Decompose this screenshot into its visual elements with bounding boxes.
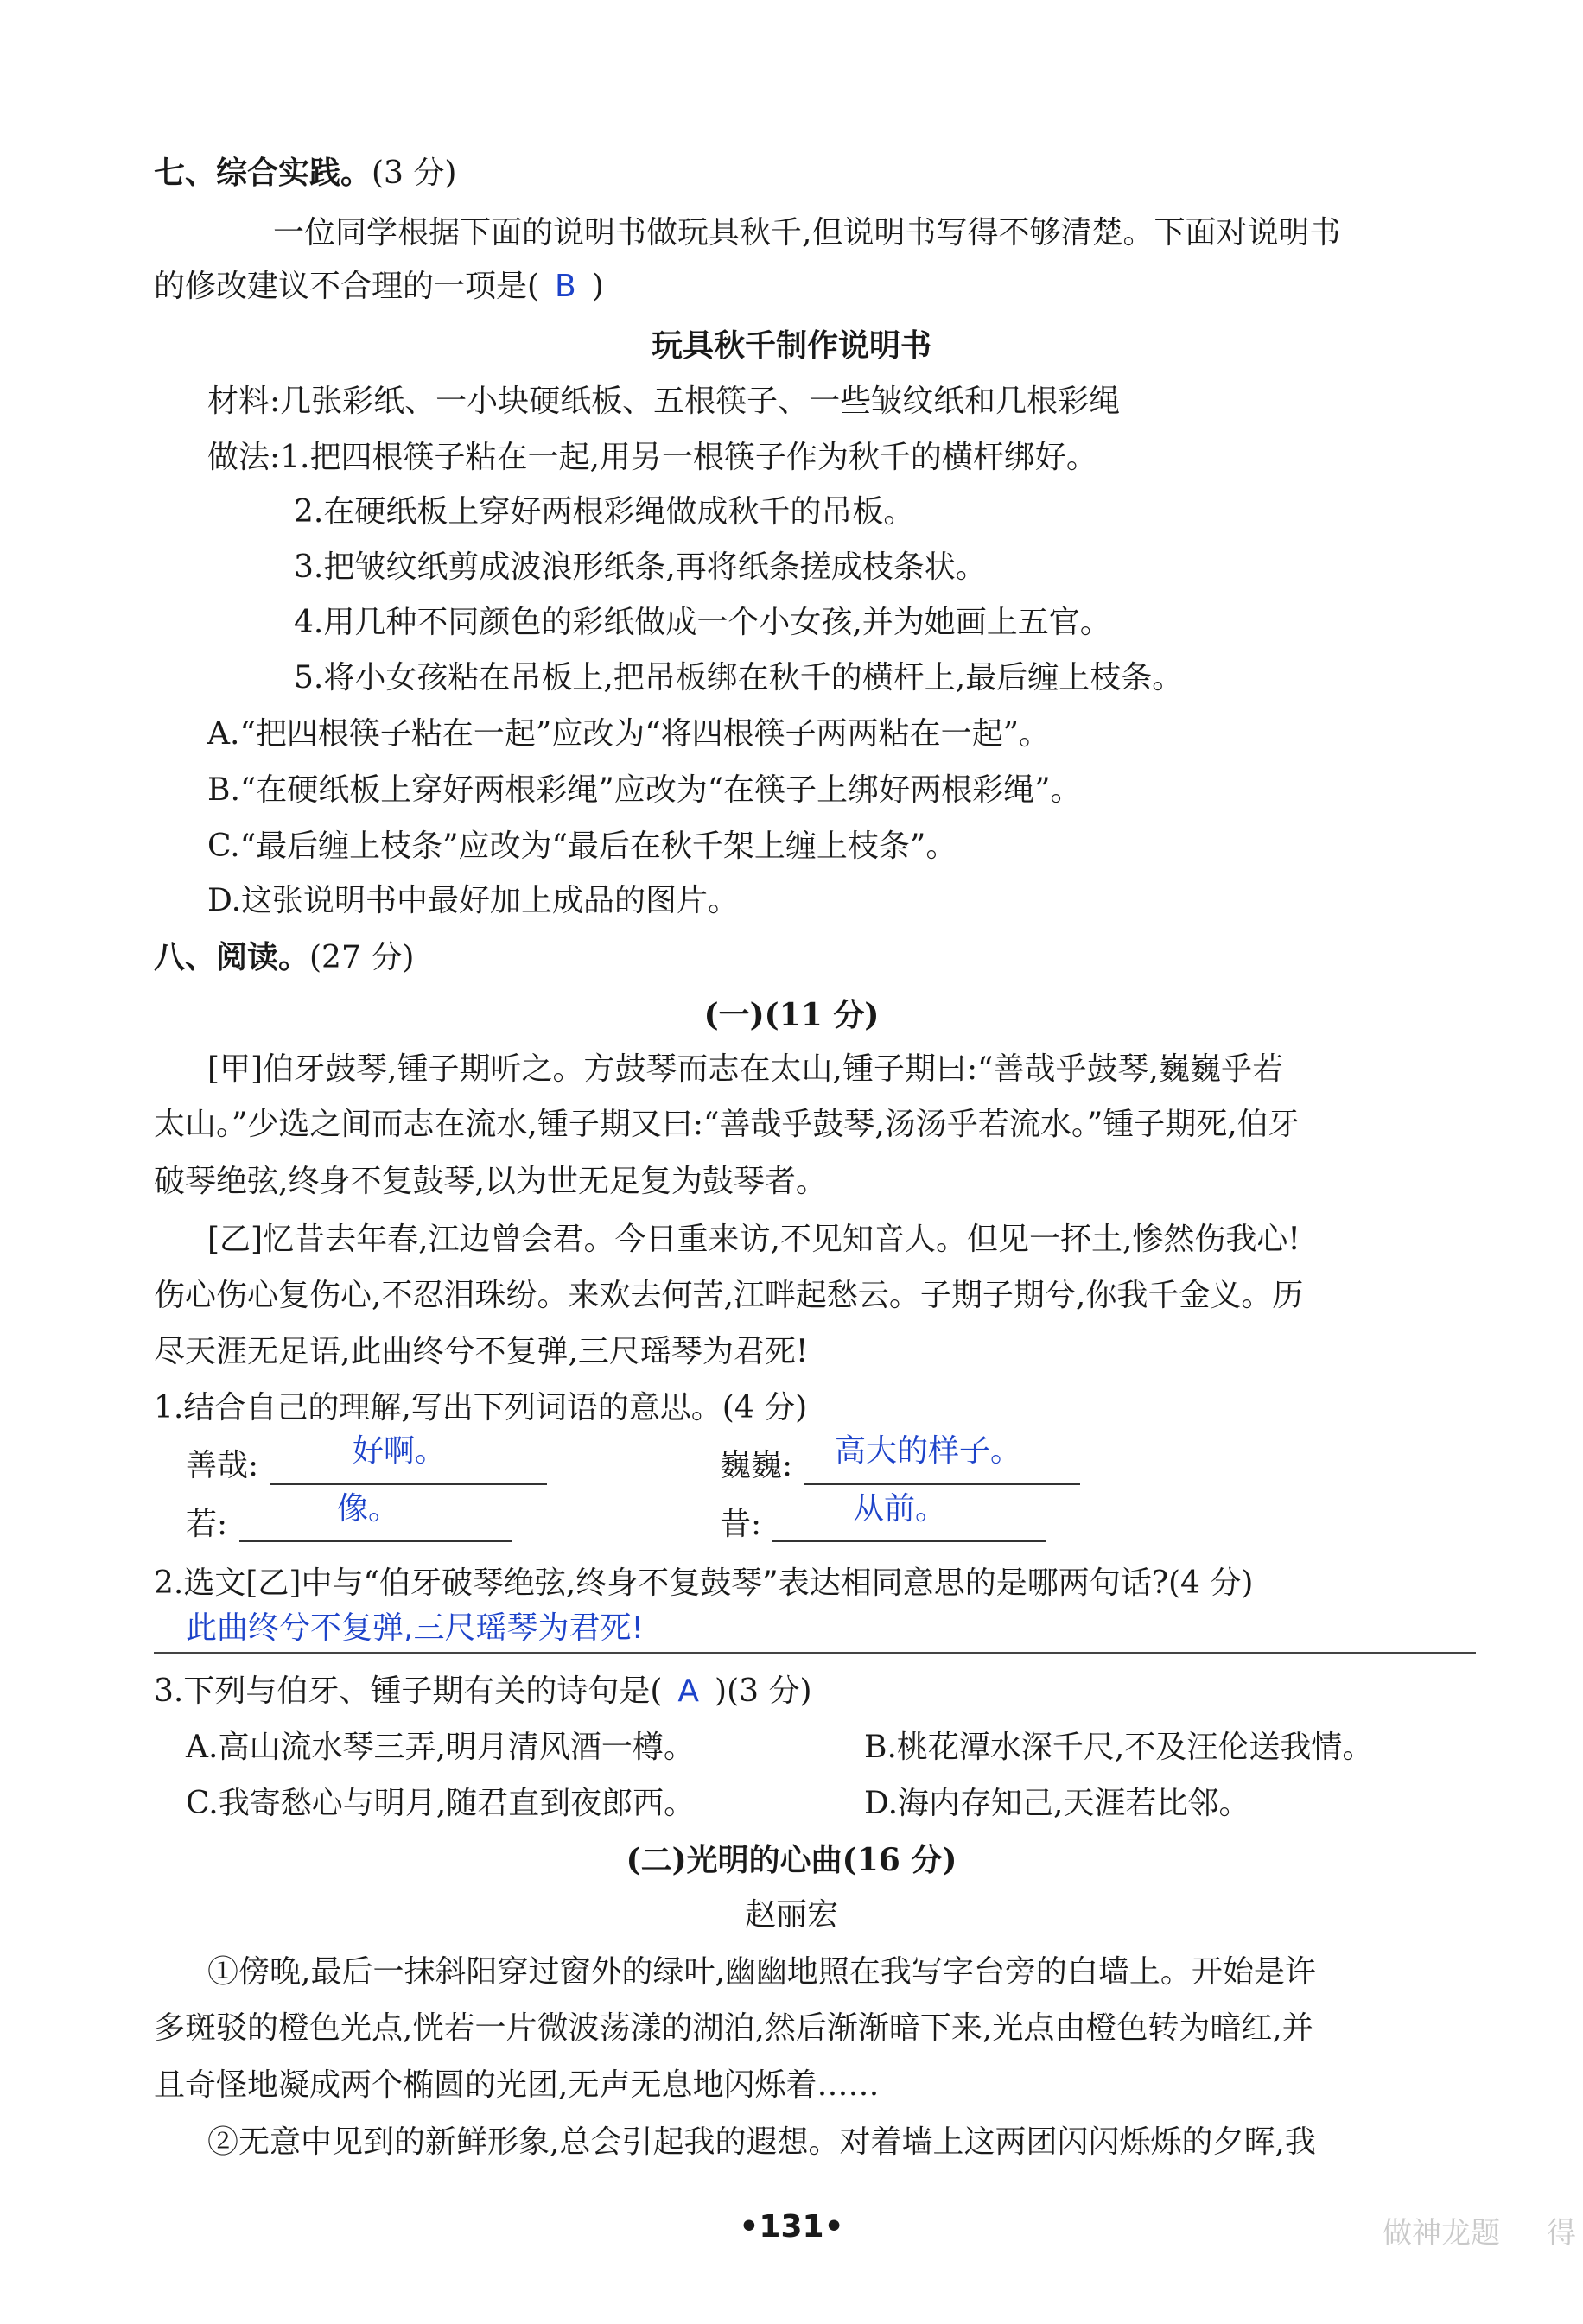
manual-step-5: 5.将小女孩粘在吊板上,把吊板绑在秋千的横杆上,最后缠上枝条。 xyxy=(294,660,1184,695)
passage-yi-line3: 尽天涯无足语,此曲终兮不复弹,三尺瑶琴为君死! xyxy=(154,1334,809,1369)
passage-2-para1-line1: ①傍晚,最后一抹斜阳穿过窗外的绿叶,幽幽地照在我写字台旁的白墙上。开始是许 xyxy=(207,1954,1316,1990)
section-7-question: 的修改建议不合理的一项是( xyxy=(154,269,540,304)
passage-2-para2-line1: ②无意中见到的新鲜形象,总会引起我的遐想。对着墙上这两团闪闪烁烁的夕晖,我 xyxy=(207,2124,1316,2160)
q3-answer: A xyxy=(677,1673,700,1709)
passage-yi-line2: 伤心伤心复伤心,不忍泪珠纷。来欢去何苦,江畔起愁云。子期子期兮,你我千金义。历 xyxy=(154,1278,1304,1313)
passage-2-para1-line3: 且奇怪地凝成两个椭圆的光团,无声无息地闪烁着…… xyxy=(154,2067,880,2103)
q1-word-shanzai: 善哉: xyxy=(186,1448,259,1483)
q1-answer-3: 像。 xyxy=(337,1491,400,1527)
q1-answer-2: 高大的样子。 xyxy=(835,1433,1022,1469)
manual-materials: 材料:几张彩纸、一小块硬纸板、五根筷子、一些皱纹纸和几根彩绳 xyxy=(207,384,1121,419)
option-a: A.“把四根筷子粘在一起”应改为“将四根筷子两两粘在一起”。 xyxy=(207,716,1051,752)
passage-2-author: 赵丽宏 xyxy=(744,1897,838,1933)
q1-word-ruo: 若: xyxy=(186,1507,228,1542)
manual-step-1: 做法:1.把四根筷子粘在一起,用另一根筷子作为秋千的横杆绑好。 xyxy=(207,440,1097,475)
passage-yi-line1: [乙]忆昔去年春,江边曾会君。今日重来访,不见知音人。但见一抔土,惨然伤我心! xyxy=(207,1222,1300,1257)
section-8-title: 八、阅读。 xyxy=(154,939,310,975)
section-7-intro-line1: 一位同学根据下面的说明书做玩具秋千,但说明书写得不够清楚。下面对说明书 xyxy=(273,215,1341,251)
passage-2-title: (二)光明的心曲(16 分) xyxy=(626,1842,957,1878)
section-7-paren-close: ) xyxy=(591,269,604,304)
q3-option-b: B.桃花潭水深千尺,不及汪伦送我情。 xyxy=(864,1730,1374,1765)
manual-title: 玩具秋千制作说明书 xyxy=(651,327,931,364)
manual-step-2: 2.在硬纸板上穿好两根彩绳做成秋千的吊板。 xyxy=(294,494,915,530)
option-b: B.“在硬纸板上穿好两根彩绳”应改为“在筷子上绑好两根彩绳”。 xyxy=(207,772,1082,808)
section-7-header xyxy=(154,151,456,195)
section-8-score: (27 分) xyxy=(309,940,415,975)
q1-answer-1: 好啊。 xyxy=(353,1433,447,1469)
q3-option-a: A.高山流水琴三弄,明月清风酒一樽。 xyxy=(186,1730,695,1765)
section-8-header xyxy=(154,936,414,980)
q1-blank-4[interactable] xyxy=(772,1540,1046,1542)
passage-jia-line1: [甲]伯牙鼓琴,锺子期听之。方鼓琴而志在太山,锺子期曰:“善哉乎鼓琴,巍巍乎若 xyxy=(207,1051,1283,1087)
section-7-score: (3 分) xyxy=(372,156,457,191)
passage-jia-line3: 破琴绝弦,终身不复鼓琴,以为世无足复为鼓琴者。 xyxy=(154,1164,827,1199)
question-3 xyxy=(154,1670,812,1713)
q3-stem: 3.下列与伯牙、锺子期有关的诗句是( xyxy=(154,1673,663,1709)
q3-score: )(3 分) xyxy=(715,1673,812,1709)
q1-answer-4: 从前。 xyxy=(853,1491,947,1527)
manual-step-3: 3.把皱纹纸剪成波浪形纸条,再将纸条搓成枝条状。 xyxy=(294,549,987,585)
q1-blank-2[interactable] xyxy=(804,1483,1080,1485)
passage-2-para1-line2: 多斑驳的橙色光点,恍若一片微波荡漾的湖泊,然后渐渐暗下来,光点由橙色转为暗红,并 xyxy=(154,2010,1313,2046)
passage-1-title: (一)(11 分) xyxy=(703,997,880,1033)
q2-answer-line[interactable] xyxy=(154,1652,1476,1654)
q1-blank-3[interactable] xyxy=(239,1540,512,1542)
brand-watermark-cut: 得 xyxy=(1547,2216,1576,2251)
q2-answer: 此曲终兮不复弹,三尺瑶琴为君死! xyxy=(186,1610,644,1646)
section-7-intro-line2 xyxy=(154,265,604,308)
question-1: 1.结合自己的理解,写出下列词语的意思。(4 分) xyxy=(154,1390,808,1426)
manual-step-4: 4.用几种不同颜色的彩纸做成一个小女孩,并为她画上五官。 xyxy=(294,605,1111,640)
page-number: •131• xyxy=(739,2209,844,2245)
q1-word-weiwei: 巍巍: xyxy=(720,1448,793,1483)
question-2: 2.选文[乙]中与“伯牙破琴绝弦,终身不复鼓琴”表达相同意思的是哪两句话?(4 分) xyxy=(154,1565,1254,1601)
section-7-answer: B xyxy=(555,269,576,304)
q1-blank-1[interactable] xyxy=(270,1483,547,1485)
passage-jia-line2: 太山。”少选之间而志在流水,锺子期又曰:“善哉乎鼓琴,汤汤乎若流水。”锺子期死,伯牙 xyxy=(154,1107,1300,1142)
q3-option-d: D.海内存知己,天涯若比邻。 xyxy=(864,1786,1250,1821)
option-c: C.“最后缠上枝条”应改为“最后在秋千架上缠上枝条”。 xyxy=(207,829,957,864)
option-d: D.这张说明书中最好加上成品的图片。 xyxy=(207,883,740,918)
q3-option-c: C.我寄愁心与明月,随君直到夜郎西。 xyxy=(186,1786,696,1821)
q1-word-xi: 昔: xyxy=(720,1507,762,1542)
section-7-title: 七、综合实践。 xyxy=(154,155,372,191)
brand-watermark: 做神龙题 xyxy=(1383,2216,1500,2251)
